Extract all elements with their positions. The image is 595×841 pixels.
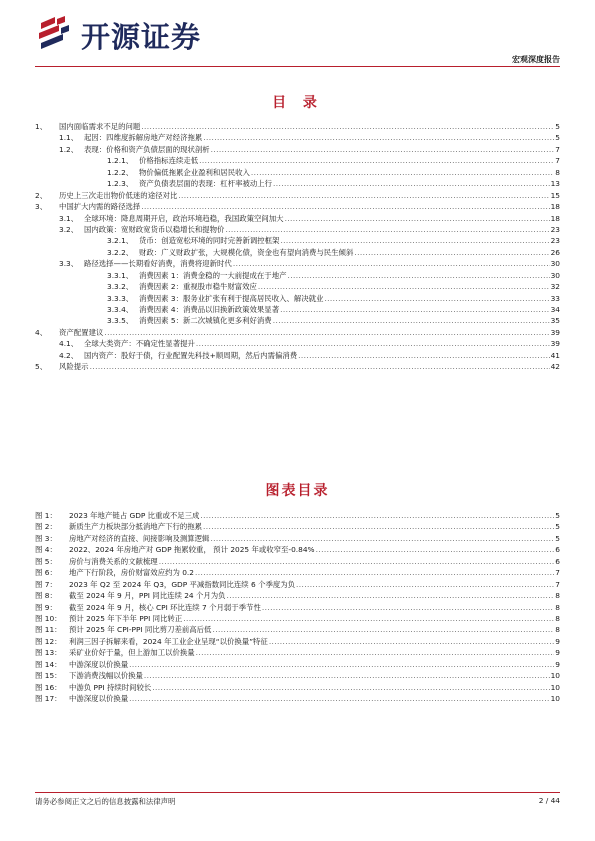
toc-entry-number: 4、	[35, 327, 48, 337]
toc-entry-page: 13	[550, 179, 560, 189]
footer-divider	[35, 792, 560, 793]
figure-entry[interactable]	[35, 544, 560, 555]
figure-entry-number: 图 2：	[35, 522, 57, 532]
figure-list	[35, 510, 560, 704]
figure-entry-label: 房地产对经济的直接、间接影响及测算逻辑	[69, 533, 210, 543]
dot-leader	[203, 132, 554, 143]
toc-entry-number: 1.1、	[59, 133, 79, 143]
figure-entry-label: 中游深度以价换量	[69, 659, 129, 669]
dot-leader	[251, 167, 554, 178]
brand-name: 开源证券	[81, 19, 202, 54]
toc-entry-number: 3.2.2、	[107, 247, 134, 257]
toc-entry-number: 3.2、	[59, 224, 79, 234]
toc-list	[35, 121, 560, 373]
figure-entry-page: 10	[550, 694, 560, 703]
report-type-label: 宏观深度报告	[512, 55, 560, 64]
figure-entry-number: 图 15：	[35, 671, 62, 681]
dot-leader	[200, 510, 554, 521]
dot-leader	[141, 121, 554, 132]
dot-leader	[152, 682, 549, 693]
toc-entry-label: 价格指标连续走低	[139, 156, 199, 166]
dot-leader	[227, 590, 555, 601]
toc-entry-label: 国内政策：宽财政宽货币以稳增长和提物价	[84, 224, 225, 234]
figure-entry-number: 图 4：	[35, 545, 57, 555]
toc-entry[interactable]	[35, 190, 560, 201]
toc-entry-number: 4.1、	[59, 339, 79, 349]
toc-entry-label: 消费因素 1：消费金稳的一大前提成在于地产	[139, 270, 287, 280]
figure-entry-label: 2022、2024 年房地产对 GDP 拖累较重， 预计 2025 年或收窄至-0.84%	[69, 545, 315, 555]
figure-entry-page: 8	[555, 591, 560, 601]
toc-entry[interactable]	[35, 293, 560, 304]
dot-leader	[280, 304, 550, 315]
figure-entry[interactable]	[35, 556, 560, 567]
toc-entry-label: 消费因素 5：新二次城镇化更多利好消费	[139, 316, 272, 326]
dot-leader	[211, 144, 555, 155]
dot-leader	[233, 258, 550, 269]
toc-entry-label: 历史上三次走出物价低迷的途径对比	[59, 190, 178, 200]
figure-entry[interactable]	[35, 567, 560, 578]
toc-entry[interactable]	[35, 304, 560, 315]
toc-title: 目 录	[272, 95, 323, 111]
toc-entry-page: 39	[550, 339, 560, 349]
figure-entry-number: 图 9：	[35, 602, 57, 612]
toc-entry[interactable]	[35, 121, 560, 132]
figure-entry-page: 5	[555, 522, 560, 532]
toc-entry-number: 1.2、	[59, 144, 79, 154]
figure-list-title: 图表目录	[265, 483, 330, 499]
toc-entry-number: 5、	[35, 362, 48, 372]
toc-entry[interactable]	[35, 361, 560, 372]
dot-leader	[104, 327, 549, 338]
figure-entry-number: 图 6：	[35, 568, 57, 578]
figure-entry-page: 5	[555, 533, 560, 543]
figure-entry[interactable]	[35, 521, 560, 532]
toc-entry-page: 18	[550, 213, 560, 223]
figure-entry-label: 2023 年地产链占 GDP 比重或不足三成	[69, 511, 200, 520]
figure-entry[interactable]	[35, 647, 560, 658]
figure-entry-page: 8	[555, 613, 560, 623]
figure-entry-number: 图 14：	[35, 659, 62, 669]
toc-entry-number: 1、	[35, 122, 48, 131]
figure-entry-label: 新质生产力板块部分抵消地产下行的拖累	[69, 522, 203, 532]
toc-entry-label: 全球大类资产：不确定性显著提升	[84, 339, 195, 349]
toc-entry-page: 23	[550, 224, 560, 234]
figure-entry-number: 图 10：	[35, 613, 62, 623]
figure-entry-page: 7	[555, 579, 560, 589]
figure-entry-label: 截至 2024 年 9 月，核心 CPI 环比连续 7 个月弱于季节性	[69, 602, 261, 612]
toc-entry-number: 3.3.1、	[107, 270, 134, 280]
toc-entry-page: 15	[550, 190, 560, 200]
toc-entry-label: 消费因素 2：重视股市稳牛财富效应	[139, 282, 257, 292]
figure-entry-page: 9	[555, 648, 560, 658]
figure-entry[interactable]	[35, 670, 560, 681]
dot-leader	[280, 235, 549, 246]
dot-leader	[178, 190, 549, 201]
figure-entry-number: 图 11：	[35, 625, 62, 635]
toc-entry-page: 7	[555, 156, 560, 166]
toc-entry-label: 国内面临需求不足的问题	[59, 122, 141, 131]
figure-entry-page: 7	[555, 568, 560, 578]
toc-entry-page: 42	[550, 362, 560, 372]
toc-entry[interactable]	[35, 224, 560, 235]
figure-entry[interactable]	[35, 693, 560, 704]
figure-entry-page: 8	[555, 625, 560, 635]
toc-entry-page: 35	[550, 316, 560, 326]
dot-leader	[273, 178, 550, 189]
dot-leader	[287, 270, 549, 281]
dot-leader	[316, 544, 555, 555]
toc-entry-label: 消费因素 3：服务业扩张有利于提高居民收入、解决就业	[139, 293, 324, 303]
brand-logo	[35, 12, 255, 58]
dot-leader	[196, 647, 555, 658]
toc-entry-label: 财政：广义财政扩张，大规模化债，资金也有望向消费与民生倾斜	[139, 247, 354, 257]
toc-entry-label: 中国扩大内需的路径选择	[59, 202, 141, 212]
figure-entry[interactable]	[35, 659, 560, 670]
footer-disclaimer: 请务必参阅正文之后的信息披露和法律声明	[35, 797, 176, 806]
dot-leader	[212, 624, 554, 635]
toc-entry-number: 1.2.2、	[107, 167, 134, 177]
figure-entry[interactable]	[35, 533, 560, 544]
figure-entry-label: 下游消费浅幅以价换量	[69, 671, 143, 681]
figure-entry-number: 图 1：	[35, 511, 57, 520]
toc-entry-label: 风险提示	[59, 362, 89, 372]
figure-entry-label: 中游深度以价换量	[69, 694, 129, 703]
toc-entry-label: 表现：价格和资产负债层面的现状剖析	[84, 144, 210, 154]
toc-entry-label: 资产负债表层面的表现：杠杆率被动上行	[139, 179, 273, 189]
figure-entry-page: 8	[555, 602, 560, 612]
figure-entry-number: 图 12：	[35, 636, 62, 646]
dot-leader	[141, 201, 549, 212]
toc-entry-label: 路径选择——长期看好消费，消费将迎新时代	[84, 259, 232, 269]
dot-leader	[225, 224, 549, 235]
figure-entry[interactable]	[35, 510, 560, 521]
figure-entry-page: 9	[555, 636, 560, 646]
figure-entry[interactable]	[35, 624, 560, 635]
kaiyuan-logo-icon	[35, 15, 75, 55]
figure-entry-number: 图 13：	[35, 648, 62, 658]
toc-entry[interactable]	[35, 213, 560, 224]
dot-leader	[203, 521, 554, 532]
dot-leader	[196, 338, 550, 349]
toc-entry-page: 18	[550, 202, 560, 212]
dot-leader	[354, 247, 549, 258]
toc-entry[interactable]	[35, 281, 560, 292]
toc-entry-page: 5	[555, 122, 560, 131]
toc-entry-label: 国内资产：股好于债，行业配置先科技+顺周期，然后内需偏消费	[84, 350, 298, 360]
dot-leader	[262, 602, 554, 613]
toc-entry[interactable]	[35, 270, 560, 281]
toc-entry[interactable]	[35, 247, 560, 258]
toc-entry-number: 4.2、	[59, 350, 79, 360]
toc-entry-page: 8	[555, 167, 560, 177]
toc-entry-page: 23	[550, 236, 560, 246]
dot-leader	[195, 567, 554, 578]
toc-entry-number: 1.2.1、	[107, 156, 134, 166]
figure-entry-number: 图 5：	[35, 556, 57, 566]
figure-entry[interactable]	[35, 682, 560, 693]
figure-entry-label: 预计 2025 年下半年 PPI 同比转正	[69, 613, 183, 623]
toc-entry-number: 3.3.3、	[107, 293, 134, 303]
figure-entry-label: 采矿业价好于量，但上游加工以价换量	[69, 648, 195, 658]
toc-entry-page: 41	[550, 350, 560, 360]
figure-entry-page: 10	[550, 682, 560, 692]
toc-entry-number: 3.3、	[59, 259, 79, 269]
toc-entry-page: 30	[550, 270, 560, 280]
toc-entry-label: 起因：四维度拆解房地产对经济拖累	[84, 133, 203, 143]
figure-entry[interactable]	[35, 602, 560, 613]
figure-entry[interactable]	[35, 613, 560, 624]
figure-entry[interactable]	[35, 590, 560, 601]
toc-entry-page: 33	[550, 293, 560, 303]
dot-leader	[273, 315, 550, 326]
figure-entry-label: 地产下行阶段，房价财富效应约为 0.2	[69, 568, 194, 578]
dot-leader	[285, 213, 550, 224]
toc-entry-page: 26	[550, 247, 560, 257]
toc-entry-number: 3、	[35, 202, 48, 212]
dot-leader	[183, 613, 554, 624]
figure-entry-label: 截至 2024 年 9 月，PPI 同比连续 24 个月为负	[69, 591, 226, 601]
toc-entry-number: 2、	[35, 190, 48, 200]
toc-entry-number: 3.1、	[59, 213, 79, 223]
figure-entry-number: 图 8：	[35, 591, 57, 601]
toc-entry[interactable]	[35, 201, 560, 212]
toc-entry[interactable]	[35, 315, 560, 326]
figure-entry-label: 利润三因子拆解来看，2024 年工业企业呈现“以价换量”特征	[69, 636, 268, 646]
toc-entry-label: 物价偏低拖累企业盈利和居民收入	[139, 167, 250, 177]
toc-entry-label: 全球环境：降息周期开启，政治环境趋稳，我国政策空间加大	[84, 213, 284, 223]
toc-entry[interactable]	[35, 338, 560, 349]
toc-entry[interactable]	[35, 155, 560, 166]
figure-entry-label: 2023 年 Q2 至 2024 年 Q3，GDP 平减指数同比连续 6 个季度为负	[69, 579, 296, 589]
toc-entry-page: 7	[555, 144, 560, 154]
page-number: 2 / 44	[538, 796, 560, 805]
figure-entry-label: 中游负 PPI 持续时间较长	[69, 682, 152, 692]
dot-leader	[199, 155, 554, 166]
dot-leader	[296, 579, 554, 590]
figure-entry-page: 6	[555, 556, 560, 566]
toc-entry[interactable]	[35, 178, 560, 189]
toc-entry-number: 3.3.2、	[107, 282, 134, 292]
dot-leader	[90, 361, 550, 372]
dot-leader	[269, 636, 554, 647]
toc-entry[interactable]	[35, 350, 560, 361]
toc-entry[interactable]	[35, 132, 560, 143]
toc-entry-label: 资产配置建议	[59, 327, 104, 337]
toc-entry-page: 34	[550, 305, 560, 314]
figure-entry[interactable]	[35, 579, 560, 590]
toc-entry-label: 货币：创造宽松环境的同时完善新调控框架	[139, 236, 280, 246]
figure-entry-number: 图 16：	[35, 682, 62, 692]
dot-leader	[324, 293, 549, 304]
page-header	[35, 8, 560, 68]
dot-leader	[210, 533, 554, 544]
dot-leader	[129, 659, 554, 670]
toc-entry-number: 3.3.5、	[107, 316, 134, 326]
toc-entry[interactable]	[35, 258, 560, 269]
figure-entry-number: 图 7：	[35, 579, 57, 589]
dot-leader	[159, 556, 555, 567]
dot-leader	[298, 350, 549, 361]
toc-entry[interactable]	[35, 144, 560, 155]
toc-entry-number: 3.2.1、	[107, 236, 134, 246]
dot-leader	[144, 670, 550, 681]
toc-entry-page: 39	[550, 327, 560, 337]
figure-entry-page: 6	[555, 545, 560, 555]
figure-entry[interactable]	[35, 636, 560, 647]
toc-entry-page: 5	[555, 133, 560, 143]
figure-entry-page: 10	[550, 671, 560, 681]
figure-entry-label: 房价与消费关系的文献梳理	[69, 556, 158, 566]
toc-entry-label: 消费因素 4：消费品以旧换新政策效果显著	[139, 305, 280, 314]
dot-leader	[258, 281, 550, 292]
toc-entry[interactable]	[35, 235, 560, 246]
toc-entry[interactable]	[35, 167, 560, 178]
header-divider	[35, 66, 560, 67]
toc-entry-page: 32	[550, 282, 560, 292]
toc-entry-number: 1.2.3、	[107, 179, 134, 189]
figure-entry-number: 图 17：	[35, 694, 62, 703]
toc-entry-number: 3.3.4、	[107, 305, 134, 314]
dot-leader	[129, 693, 549, 704]
figure-entry-page: 5	[555, 511, 560, 520]
toc-entry[interactable]	[35, 327, 560, 338]
figure-entry-label: 预计 2025 年 CPI-PPI 同比剪刀差前高后低	[69, 625, 212, 635]
figure-entry-page: 9	[555, 659, 560, 669]
toc-entry-page: 30	[550, 259, 560, 269]
figure-entry-number: 图 3：	[35, 533, 57, 543]
